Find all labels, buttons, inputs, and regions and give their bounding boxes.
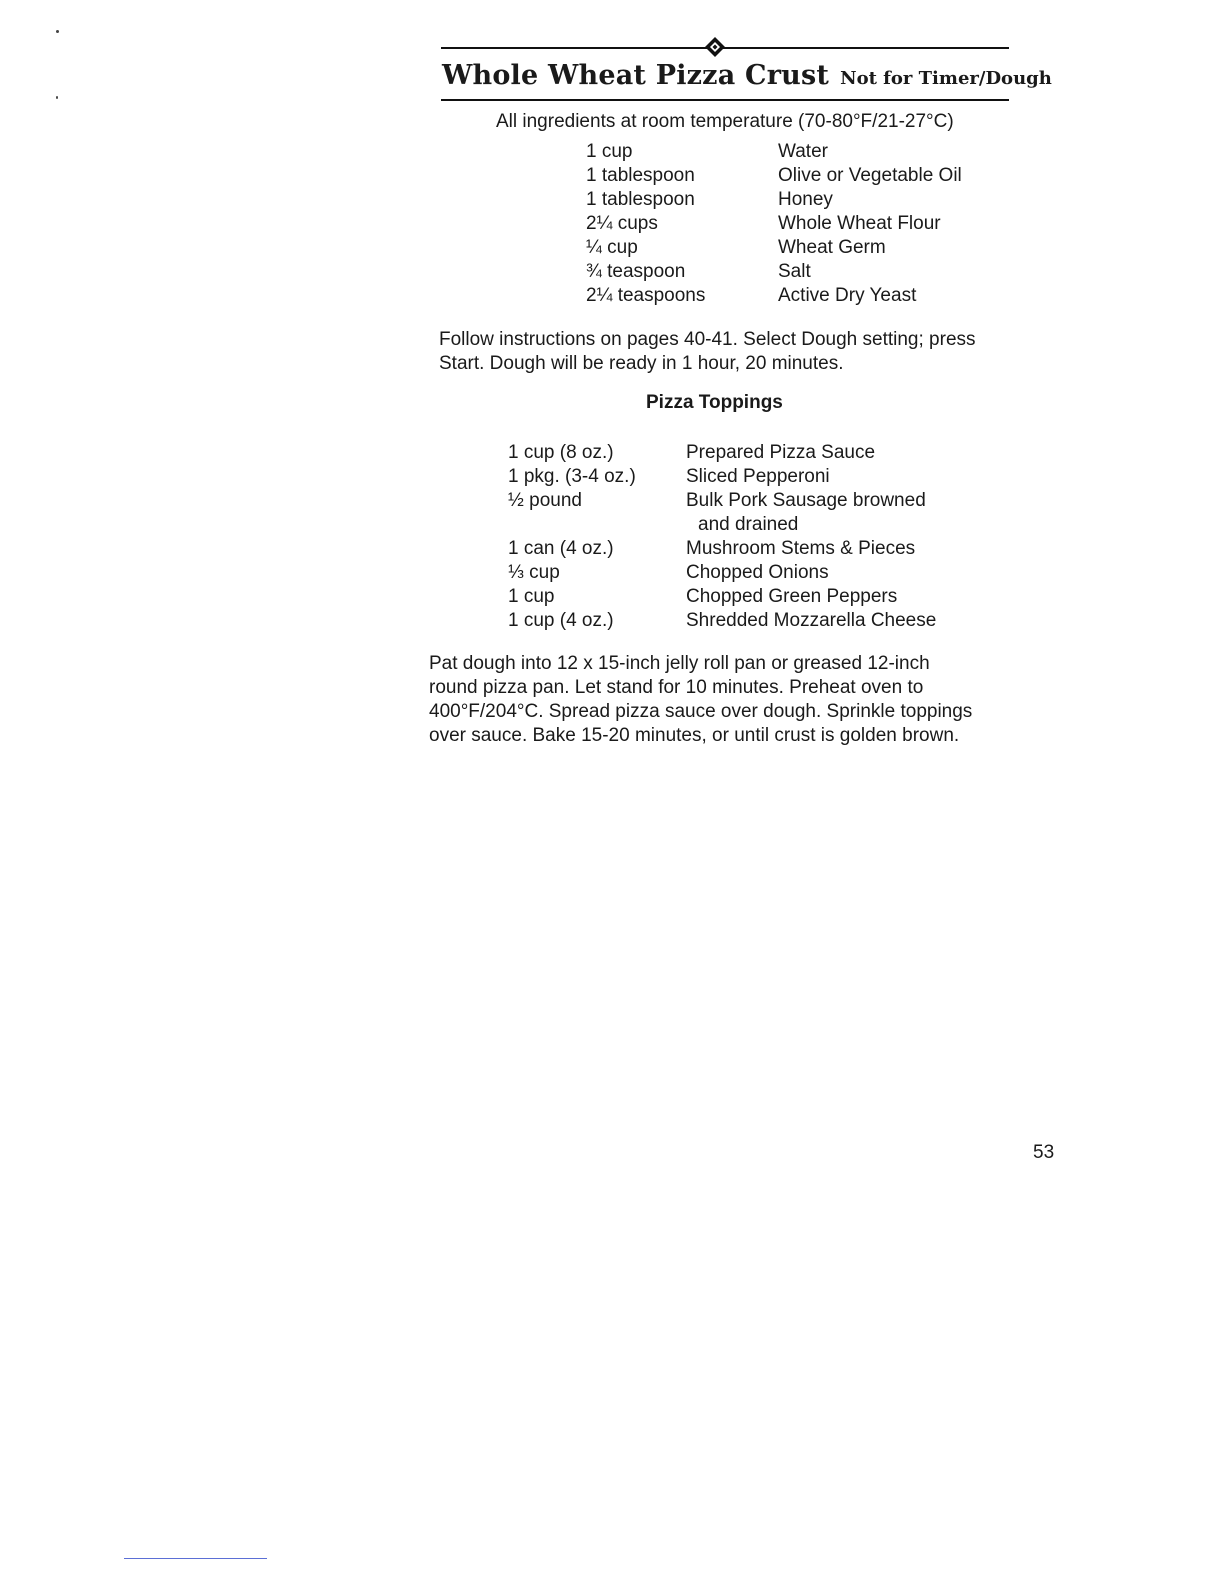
ingredient-amount: ¼ cup [586,237,638,258]
instruction-line: Start. Dough will be ready in 1 hour, 20 minutes. [439,353,844,374]
topping-name: Mushroom Stems & Pieces [686,538,916,559]
topping-name: Chopped Onions [686,562,829,583]
crust-ingredients-table [586,140,962,308]
recipe-title-row [442,60,1052,91]
topping-amount: 1 cup [508,586,555,607]
topping-name: Bulk Pork Sausage browned [686,490,926,511]
topping-row [508,465,966,489]
ingredient-row [586,284,962,308]
ingredient-name: Honey [778,189,833,210]
recipe-title: Whole Wheat Pizza Crust [442,60,830,91]
topping-amount: ½ pound [508,490,582,511]
instruction-line: Follow instructions on pages 40-41. Select Dough setting; press [439,329,976,350]
ingredient-name: Olive or Vegetable Oil [778,165,962,186]
recipe-setting-note: Not for Timer/Dough [840,68,1052,89]
ingredient-row [586,188,962,212]
topping-name-continued [686,513,966,537]
ingredient-row [586,164,962,188]
topping-row [508,585,966,609]
scan-speck [56,96,58,99]
ingredient-name: Salt [778,261,811,282]
instruction-line: 400°F/204°C. Spread pizza sauce over dough. Sprinkle toppings [429,701,973,722]
toppings-heading: Pizza Toppings [646,392,783,413]
dough-instructions [439,328,1009,376]
ingredient-name: Whole Wheat Flour [778,213,941,234]
topping-name: Chopped Green Peppers [686,586,898,607]
ingredient-row [586,140,962,164]
topping-amount: 1 pkg. (3-4 oz.) [508,466,636,487]
instruction-line: round pizza pan. Let stand for 10 minutes. Preheat oven to [429,677,924,698]
topping-row [508,537,966,561]
ingredients-intro: All ingredients at room temperature (70-80°F/21-27°C) [496,111,954,132]
page-number: 53 [1033,1142,1055,1163]
topping-name: Shredded Mozzarella Cheese [686,610,937,631]
ingredient-name: Active Dry Yeast [778,285,917,306]
ingredient-amount: 2¼ cups [586,213,658,234]
topping-amount: 1 cup (4 oz.) [508,610,614,631]
ingredient-row [586,236,962,260]
toppings-table [508,441,966,633]
ingredient-amount: ¾ teaspoon [586,261,686,282]
ingredient-row [586,260,962,284]
ingredient-row [586,212,962,236]
topping-name: Prepared Pizza Sauce [686,442,876,463]
topping-name: Sliced Pepperoni [686,466,830,487]
ingredient-amount: 1 cup [586,141,633,162]
ingredient-name: Wheat Germ [778,237,886,258]
scan-speck [56,30,59,33]
topping-name-cont-text: and drained [698,514,799,535]
topping-amount: 1 can (4 oz.) [508,538,614,559]
topping-row [508,489,966,513]
baking-instructions [429,652,999,748]
topping-row [508,609,966,633]
scan-edge-line [124,1558,267,1559]
topping-row [508,513,966,537]
topping-amount-blank [508,513,686,537]
topping-row [508,561,966,585]
instruction-line: over sauce. Bake 15-20 minutes, or until crust is golden brown. [429,725,960,746]
ingredient-amount: 1 tablespoon [586,189,695,210]
topping-amount: ⅓ cup [508,562,560,583]
instruction-line: Pat dough into 12 x 15-inch jelly roll pan or greased 12-inch [429,653,930,674]
topping-row [508,441,966,465]
header-bottom-rule [441,99,1009,101]
diamond-ornament-icon [704,36,726,58]
ingredient-name: Water [778,141,828,162]
topping-amount: 1 cup (8 oz.) [508,442,614,463]
ingredient-amount: 2¼ teaspoons [586,285,706,306]
ingredient-amount: 1 tablespoon [586,165,695,186]
